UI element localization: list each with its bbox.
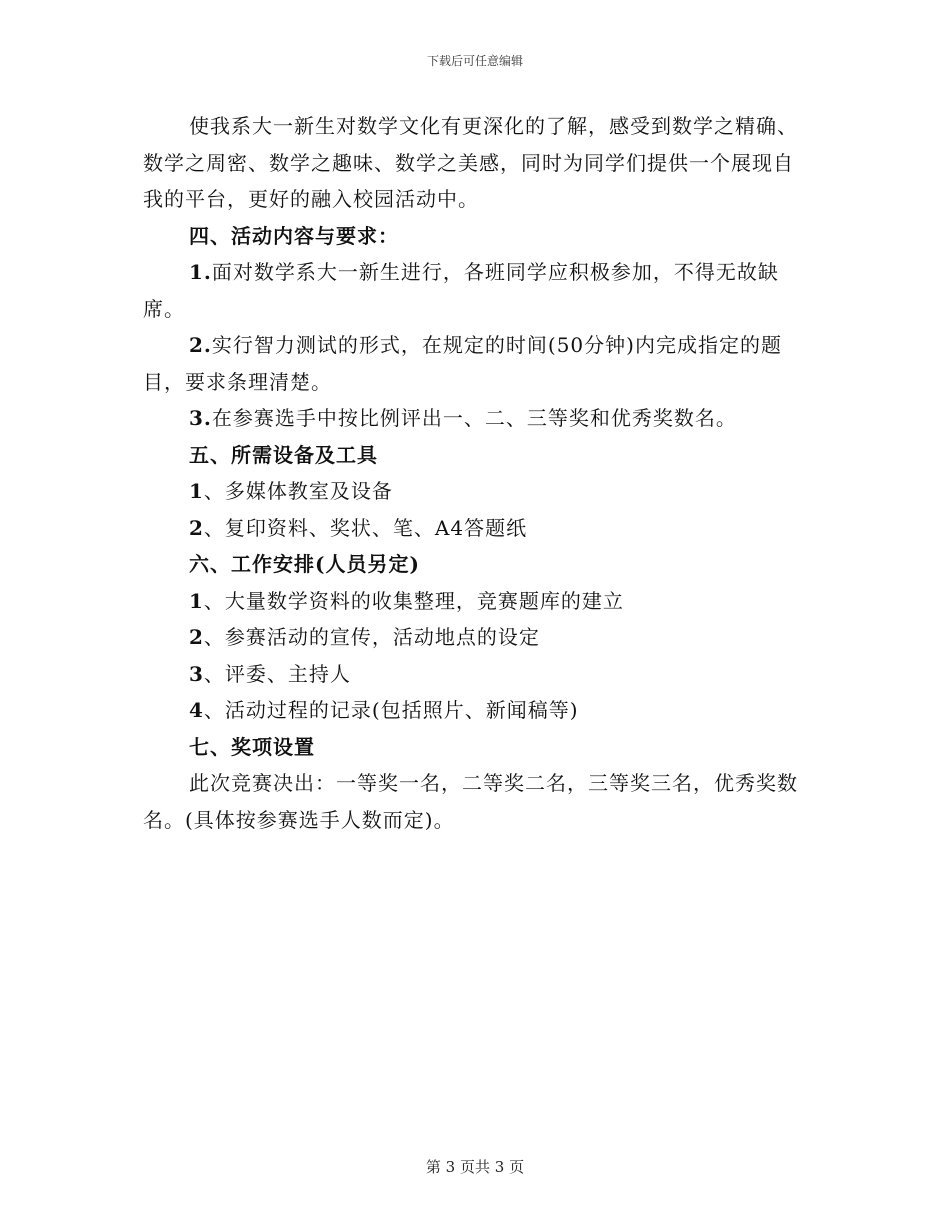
item-text: 在参赛选手中按比例评出一、二、三等奖和优秀奖数名。 bbox=[211, 406, 737, 430]
item-number: 1 bbox=[189, 479, 204, 503]
section-6-item-2 bbox=[143, 619, 813, 656]
item-number: 3. bbox=[189, 406, 212, 430]
section-6-item-3 bbox=[143, 656, 813, 693]
intro-paragraph: 使我系大一新生对数学文化有更深化的了解，感受到数学之精确、数学之周密、数学之趣味、数学之美感，同时为同学们提供一个展现自我的平台，更好的融入校园活动中。 bbox=[143, 114, 798, 211]
section-4-heading: 四、活动内容与要求： bbox=[189, 223, 399, 248]
item-number: 1 bbox=[189, 588, 204, 613]
item-text: 、活动过程的记录(包括照片、新闻稿等) bbox=[203, 698, 579, 722]
section-7-paragraph: 此次竞赛决出：一等奖一名，二等奖二名，三等奖三名，优秀奖数名。(具体按参赛选手人数而定)。 bbox=[143, 771, 798, 832]
section-4-item-1 bbox=[143, 254, 813, 327]
item-number: 2 bbox=[189, 625, 204, 649]
item-text: 面对数学系大一新生进行，各班同学应积极参加，不得无故缺席。 bbox=[143, 260, 779, 321]
item-text: 、大量数学资料的收集整理，竞赛题库的建立 bbox=[203, 588, 624, 613]
item-number: 2. bbox=[189, 333, 212, 357]
section-5-heading: 五、所需设备及工具 bbox=[189, 442, 378, 467]
item-number: 4 bbox=[189, 698, 204, 722]
document-body bbox=[143, 108, 813, 838]
page-header: 下载后可任意编辑 bbox=[426, 54, 523, 68]
item-number: 1. bbox=[189, 260, 212, 284]
page-footer: 第 3 页共 3 页 bbox=[425, 1158, 525, 1176]
item-text: 、参赛活动的宣传，活动地点的设定 bbox=[203, 625, 540, 649]
section-4-item-3 bbox=[143, 400, 813, 437]
item-text: 、复印资料、奖状、笔、A4答题纸 bbox=[203, 515, 528, 540]
section-5-item-2 bbox=[143, 510, 813, 547]
section-5-item-1 bbox=[143, 473, 813, 510]
section-6-heading: 六、工作安排(人员另定) bbox=[189, 552, 420, 576]
item-text: 实行智力测试的形式，在规定的时间(50分钟)内完成指定的题目，要求条理清楚。 bbox=[143, 333, 782, 394]
section-6-item-4 bbox=[143, 692, 813, 729]
section-6-item-1 bbox=[143, 583, 813, 620]
item-number: 3 bbox=[189, 661, 204, 686]
item-text: 、多媒体教室及设备 bbox=[203, 479, 393, 503]
item-number: 2 bbox=[189, 515, 204, 540]
section-7-heading: 七、奖项设置 bbox=[189, 734, 315, 759]
section-4-item-2 bbox=[143, 327, 813, 400]
item-text: 、评委、主持人 bbox=[203, 661, 351, 686]
